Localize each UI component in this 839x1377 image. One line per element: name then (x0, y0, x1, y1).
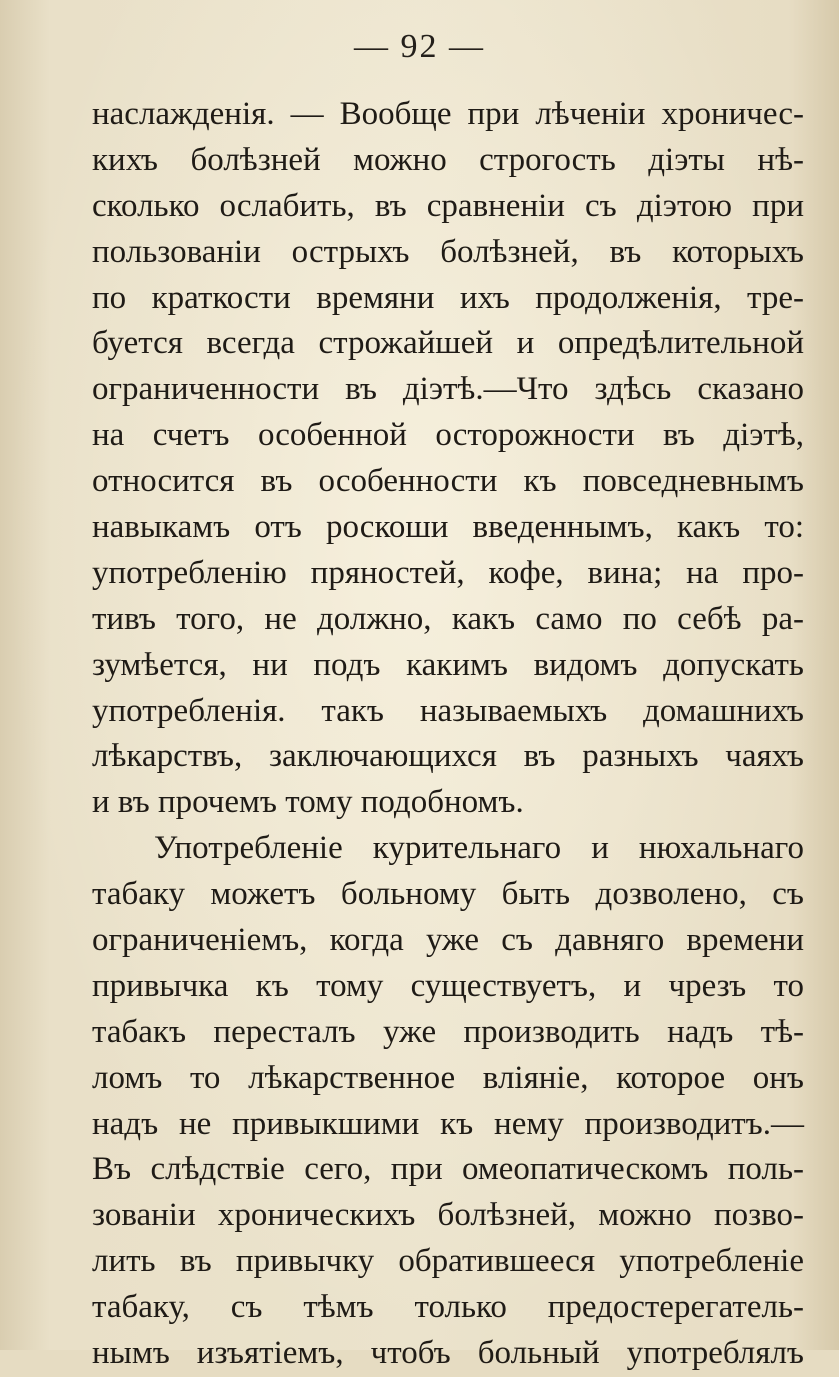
text-line: сколько ослабить, въ сравненіи съ діэтою при (92, 187, 804, 224)
text-line: относится въ особенности къ повседневнымъ (92, 463, 804, 500)
text-line: зованіи хроническихъ болѣзней, можно позво- (92, 1197, 804, 1234)
text-line: пользованіи острыхъ болѣзней, въ которыхъ (92, 233, 804, 270)
text-line: кихъ болѣзней можно строгость діэты нѣ- (92, 141, 804, 178)
text-line: ограниченіемъ, когда уже съ давняго времени (92, 922, 804, 959)
text-line: буется всегда строжайшей и опредѣлительной (92, 325, 804, 362)
paragraph-start-line: Употребленіе курительнаго и нюхальнаго (154, 830, 804, 867)
text-line: употребленія. такъ называемыхъ домашнихъ (92, 692, 804, 729)
page-number: — 92 — (354, 28, 485, 65)
text-line: ломъ то лѣкарственное вліяніе, которое онъ (92, 1059, 804, 1096)
text-line: привычка къ тому существуетъ, и чрезъ то (92, 967, 804, 1004)
text-line: зумѣется, ни подъ какимъ видомъ допускать (92, 646, 804, 683)
text-line: надъ не привыкшими къ нему производитъ.— (92, 1105, 804, 1142)
text-line: ограниченности въ діэтѣ.—Что здѣсь сказано (92, 371, 804, 408)
text-line: тивъ того, не должно, какъ само по себѣ ра- (92, 600, 804, 637)
text-line: лѣкарствъ, заключающихся въ разныхъ чаяхъ (92, 738, 804, 775)
text-line: навыкамъ отъ роскоши введеннымъ, какъ то: (92, 509, 804, 546)
text-line: табакъ пересталъ уже производить надъ тѣ- (92, 1013, 804, 1050)
text-line: нымъ изъятіемъ, чтобъ больный употреблялъ (92, 1335, 804, 1372)
text-line: Въ слѣдствіе сего, при омеопатическомъ поль- (92, 1151, 804, 1188)
text-line: на счетъ особенной осторожности въ діэтѣ, (92, 417, 804, 454)
text-line: по краткости времяни ихъ продолженія, тре- (92, 279, 804, 316)
paragraph-end-line: и въ прочемъ тому подобномъ. (92, 784, 524, 821)
text-line: табаку можетъ больному быть дозволено, съ (92, 876, 804, 913)
text-line: лить въ привычку обратившееся употребленіе (92, 1243, 804, 1280)
text-line: употребленію пряностей, кофе, вина; на про- (92, 554, 804, 591)
text-line: наслажденія. — Вообще при лѣченіи хроничес- (92, 96, 804, 132)
page-text (92, 92, 804, 1377)
text-line: табаку, съ тѣмъ только предостерегатель- (92, 1289, 804, 1326)
